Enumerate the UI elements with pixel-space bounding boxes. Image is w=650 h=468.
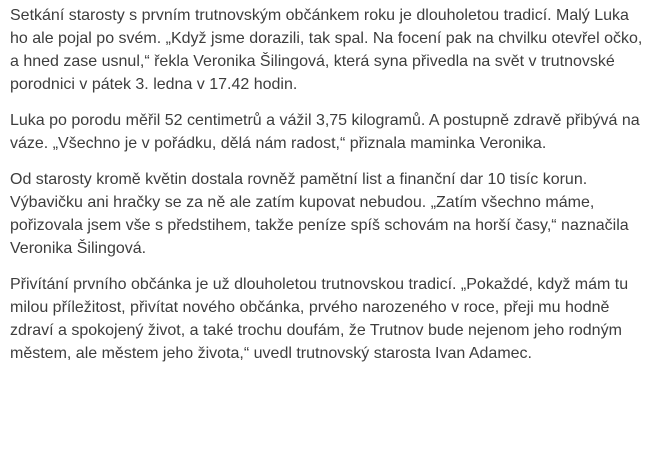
article-paragraph-4: Přivítání prvního občánka je už dlouholetou trutnovskou tradicí. „Pokaždé, když mám tu milou příležitost, přivítat nového občánka, prvého narozeného v roce, přeji mu hodně zdraví a spokojený život, a také trochu doufám, že Trutnov bude nejenom jeho rodným městem, ale městem jeho života,“ uvedl trutnovský starosta Ivan Adamec. — [10, 276, 629, 362]
article-paragraph-3: Od starosty kromě květin dostala rovněž pamětní list a finanční dar 10 tisíc korun. Výbavičku ani hračky se za ně ale zatím kupovat nebudou. „Zatím všechno máme, pořizovala jsem vše s předstihem, takže peníze spíš schovám na horší časy,“ naznačila Veronika Šilingová. — [10, 171, 629, 257]
article-paragraph-2: Luka po porodu měřil 52 centimetrů a vážil 3,75 kilogramů. A postupně zdravě přibývá na váze. „Všechno je v pořádku, dělá nám radost,“ přiznala maminka Veronika. — [10, 112, 640, 152]
article-paragraph-1: Setkání starosty s prvním trutnovským občánkem roku je dlouholetou tradicí. Malý Luka ho ale pojal po svém. „Když jsme dorazili, tak spal. Na focení pak na chvilku otevřel očko, a hned zase usnul,“ řekla Veronika Šilingová, která syna přivedla na svět v trutnovské porodnici v pátek 3. ledna v 17.42 hodin. — [10, 7, 643, 93]
